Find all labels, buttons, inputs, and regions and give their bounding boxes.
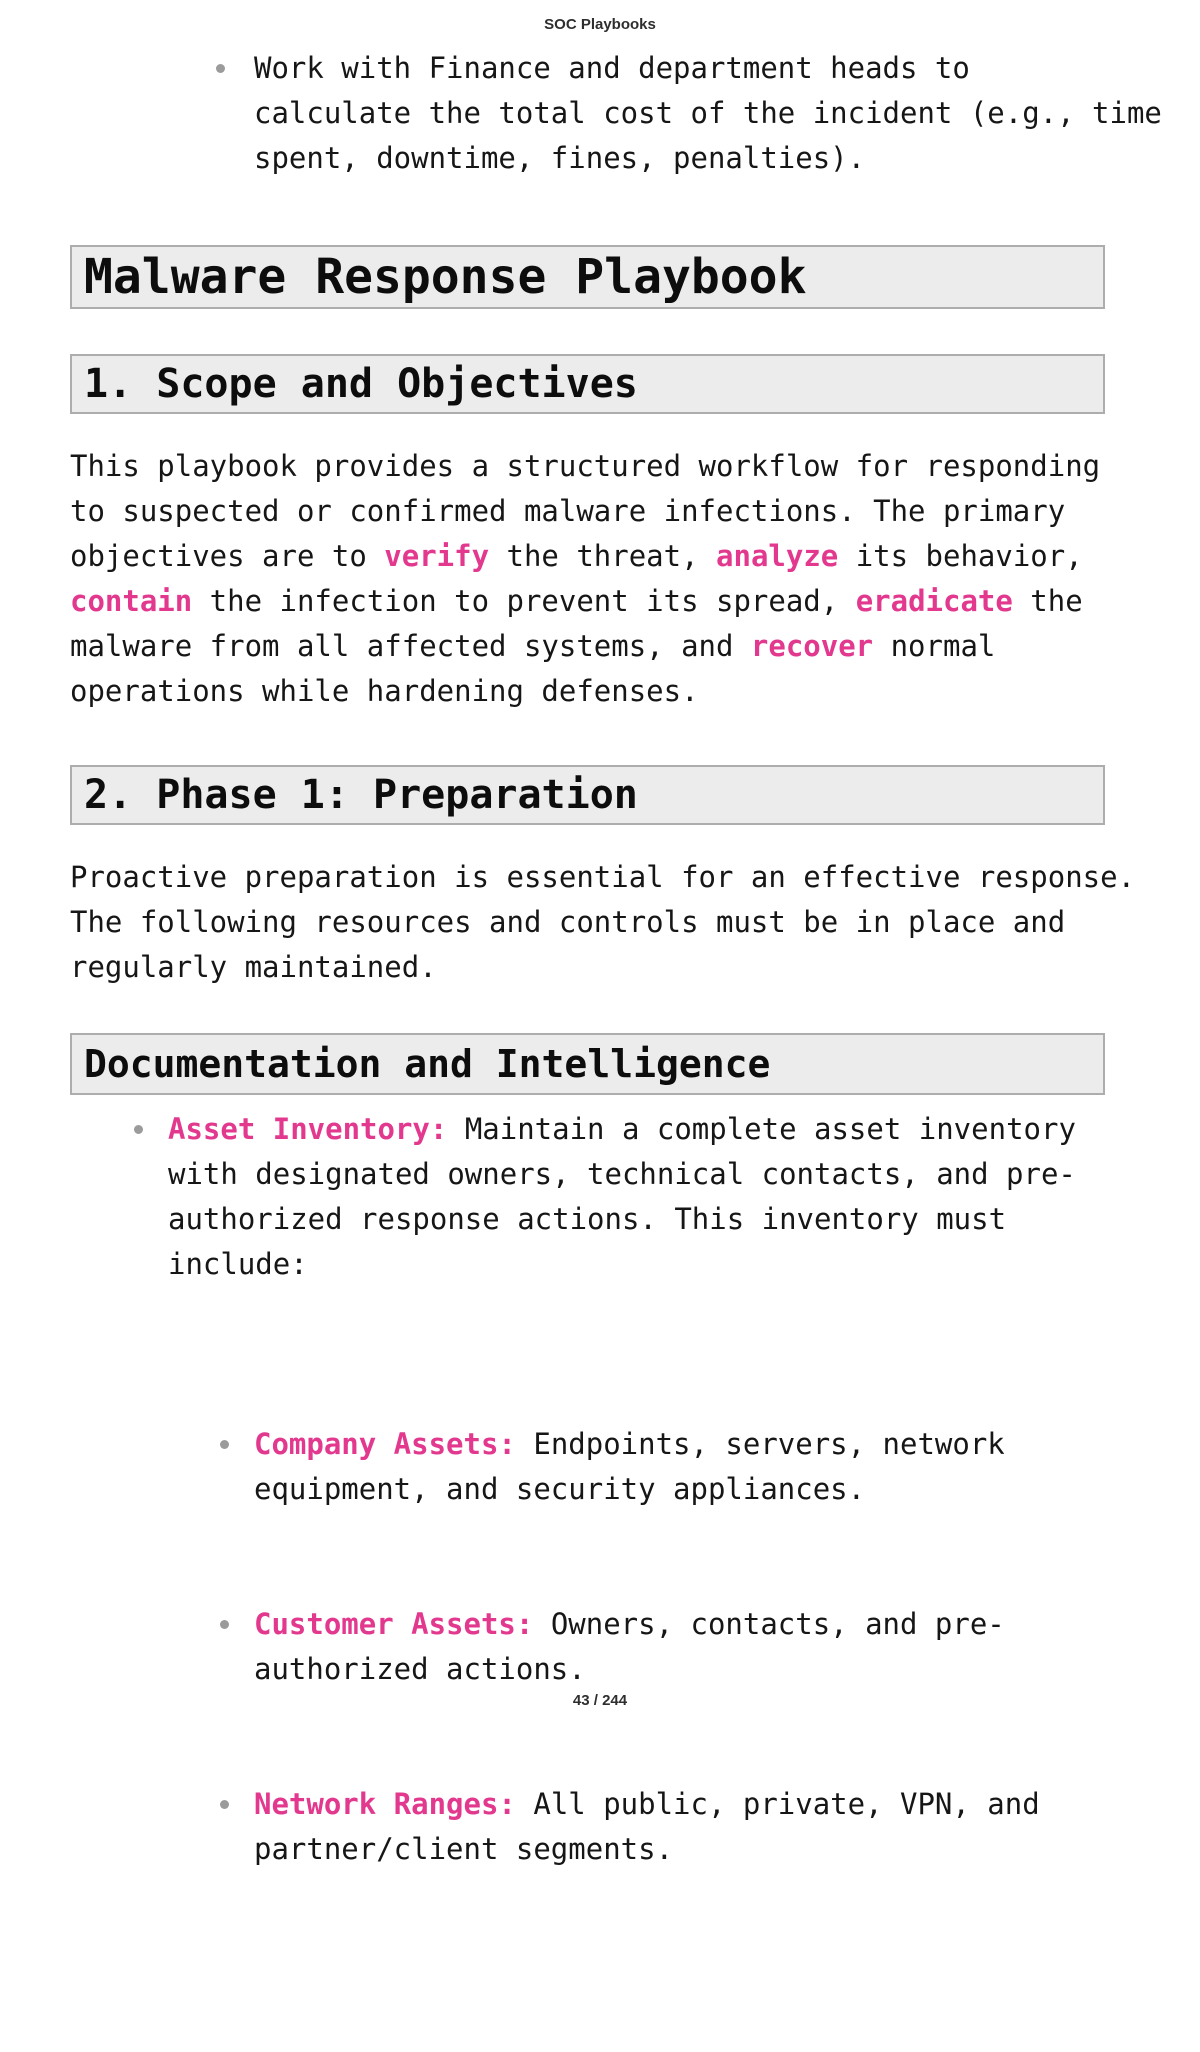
heading-malware-response-playbook (70, 245, 1105, 309)
list-item-customer-assets (168, 1602, 1180, 1692)
heading-documentation-and-intelligence (70, 1033, 1105, 1095)
keyword-verify: verify (384, 539, 490, 573)
heading-text: 2. Phase 1: Preparation (84, 772, 638, 818)
heading-text: Malware Response Playbook (84, 249, 807, 305)
cost-analysis-list (70, 46, 1180, 181)
list-item-text: All public, private, VPN, and partner/client segments. (254, 1787, 1040, 1866)
list-item-text: Owners, contacts, and pre- authorized actions. (254, 1607, 1005, 1686)
page-number: 43 / 244 (572, 1692, 628, 1709)
preparation-paragraph: Proactive preparation is essential for an effective response. The following resources and controls must be in place and regularly maintained. (70, 860, 1136, 984)
heading-phase-1-preparation (70, 765, 1105, 825)
heading-text: Documentation and Intelligence (84, 1042, 771, 1086)
asset-inventory-sublist (168, 1332, 1180, 1962)
heading-scope-and-objectives (70, 354, 1105, 414)
list-item-label: Company Assets: (254, 1427, 516, 1461)
paragraph-text: the infection to prevent its spread, (192, 584, 856, 618)
paragraph-text: normal operations while hardening defenses. (70, 629, 996, 708)
list-item-company-assets (168, 1422, 1180, 1512)
list-item-network-ranges (168, 1782, 1180, 1872)
list-item-label: Customer Assets: (254, 1607, 534, 1641)
scope-paragraph (70, 444, 1180, 714)
paragraph-text: the threat, (489, 539, 717, 573)
documentation-list (70, 1107, 1180, 2052)
heading-text: 1. Scope and Objectives (84, 361, 638, 407)
list-item-label: Network Ranges: (254, 1787, 516, 1821)
paragraph-text: This playbook provides a structured workflow for responding to suspected or confirmed malware infections. The primary objectives are to (70, 449, 1101, 573)
keyword-eradicate: eradicate (855, 584, 1013, 618)
list-item-asset-inventory (70, 1107, 1180, 2052)
list-item-text: Maintain a complete asset inventory with designated owners, technical contacts, and pre- authorized response actions. This inventory must include: (168, 1112, 1076, 1281)
list-item-label: Asset Inventory: (168, 1112, 448, 1146)
list-item-text: Work with Finance and department heads to calculate the total cost of the incident (e.g., time spent, downtime, fines, penalties). (254, 51, 1162, 175)
keyword-analyze: analyze (716, 539, 839, 573)
paragraph-text: its behavior, (855, 539, 1083, 573)
keyword-recover: recover (750, 629, 874, 663)
page-header-title: SOC Playbooks (544, 16, 656, 33)
keyword-contain: contain (70, 584, 193, 618)
paragraph-text: the malware from all affected systems, and (70, 584, 1083, 663)
list-item-text: Endpoints, servers, network equipment, and security appliances. (254, 1427, 1005, 1506)
list-item-cost-analysis (70, 46, 1180, 181)
